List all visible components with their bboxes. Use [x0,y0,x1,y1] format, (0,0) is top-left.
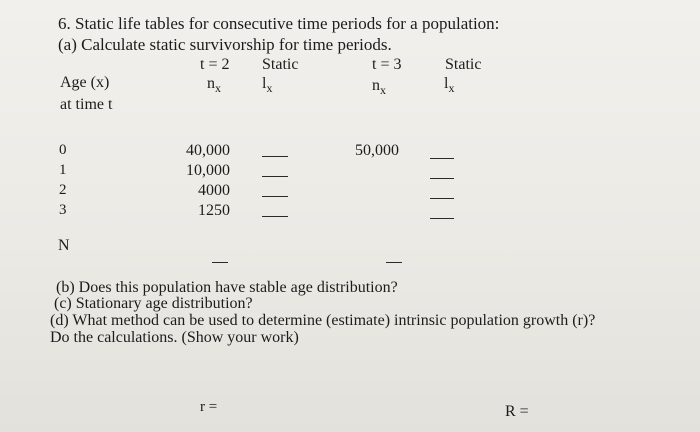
answer-blank [430,178,454,179]
age-cell: 3 [59,202,67,218]
answer-blank [262,216,288,217]
answer-blank [262,176,288,177]
total-blank-t3 [386,262,402,263]
answer-label-R: R = [505,403,529,420]
question-c: (c) Stationary age distribution? [54,295,253,312]
col-header-static-2: Static [445,56,482,73]
age-cell: 2 [59,182,67,198]
question-b: (b) Does this population have stable age distribution? [56,279,398,296]
answer-blank [430,198,454,199]
nx-t2-cell: 40,000 [186,142,230,159]
row-header-age: Age (x) [60,74,110,91]
nx-t2-cell: 10,000 [186,162,230,179]
part-a-instruction: (a) Calculate static survivorship for time periods. [58,35,392,54]
nx-t2-cell: 4000 [198,182,230,199]
col-header-t3: t = 3 [372,56,402,73]
question-d: (d) What method can be used to determine (estimate) intrinsic population growth (r)? [50,312,596,329]
age-cell: 0 [59,142,67,158]
answer-blank [262,196,288,197]
age-cell: 1 [59,162,67,178]
nx-t2-cell: 1250 [198,202,230,219]
total-blank-t2 [212,262,228,263]
nx-t3-cell: 50,000 [355,142,399,159]
col-symbol-lx-1: $l_x$ [262,75,273,95]
row-header-time: at time t [60,96,113,113]
answer-blank [430,218,454,219]
answer-blank [262,156,288,157]
col-symbol-lx-2: $l_x$ [444,75,455,95]
col-symbol-nx-t2: $n_x$ [207,75,221,95]
col-symbol-nx-t3: $n_x$ [372,77,386,97]
problem-heading: 6. Static life tables for consecutive time periods for a population: [58,14,500,33]
answer-blank [430,158,454,159]
total-label: N [58,237,70,254]
col-header-static-1: Static [262,56,299,73]
col-header-t2: t = 2 [200,56,230,73]
question-d-instruction: Do the calculations. (Show your work) [50,329,299,346]
answer-label-r: r = [200,399,218,415]
